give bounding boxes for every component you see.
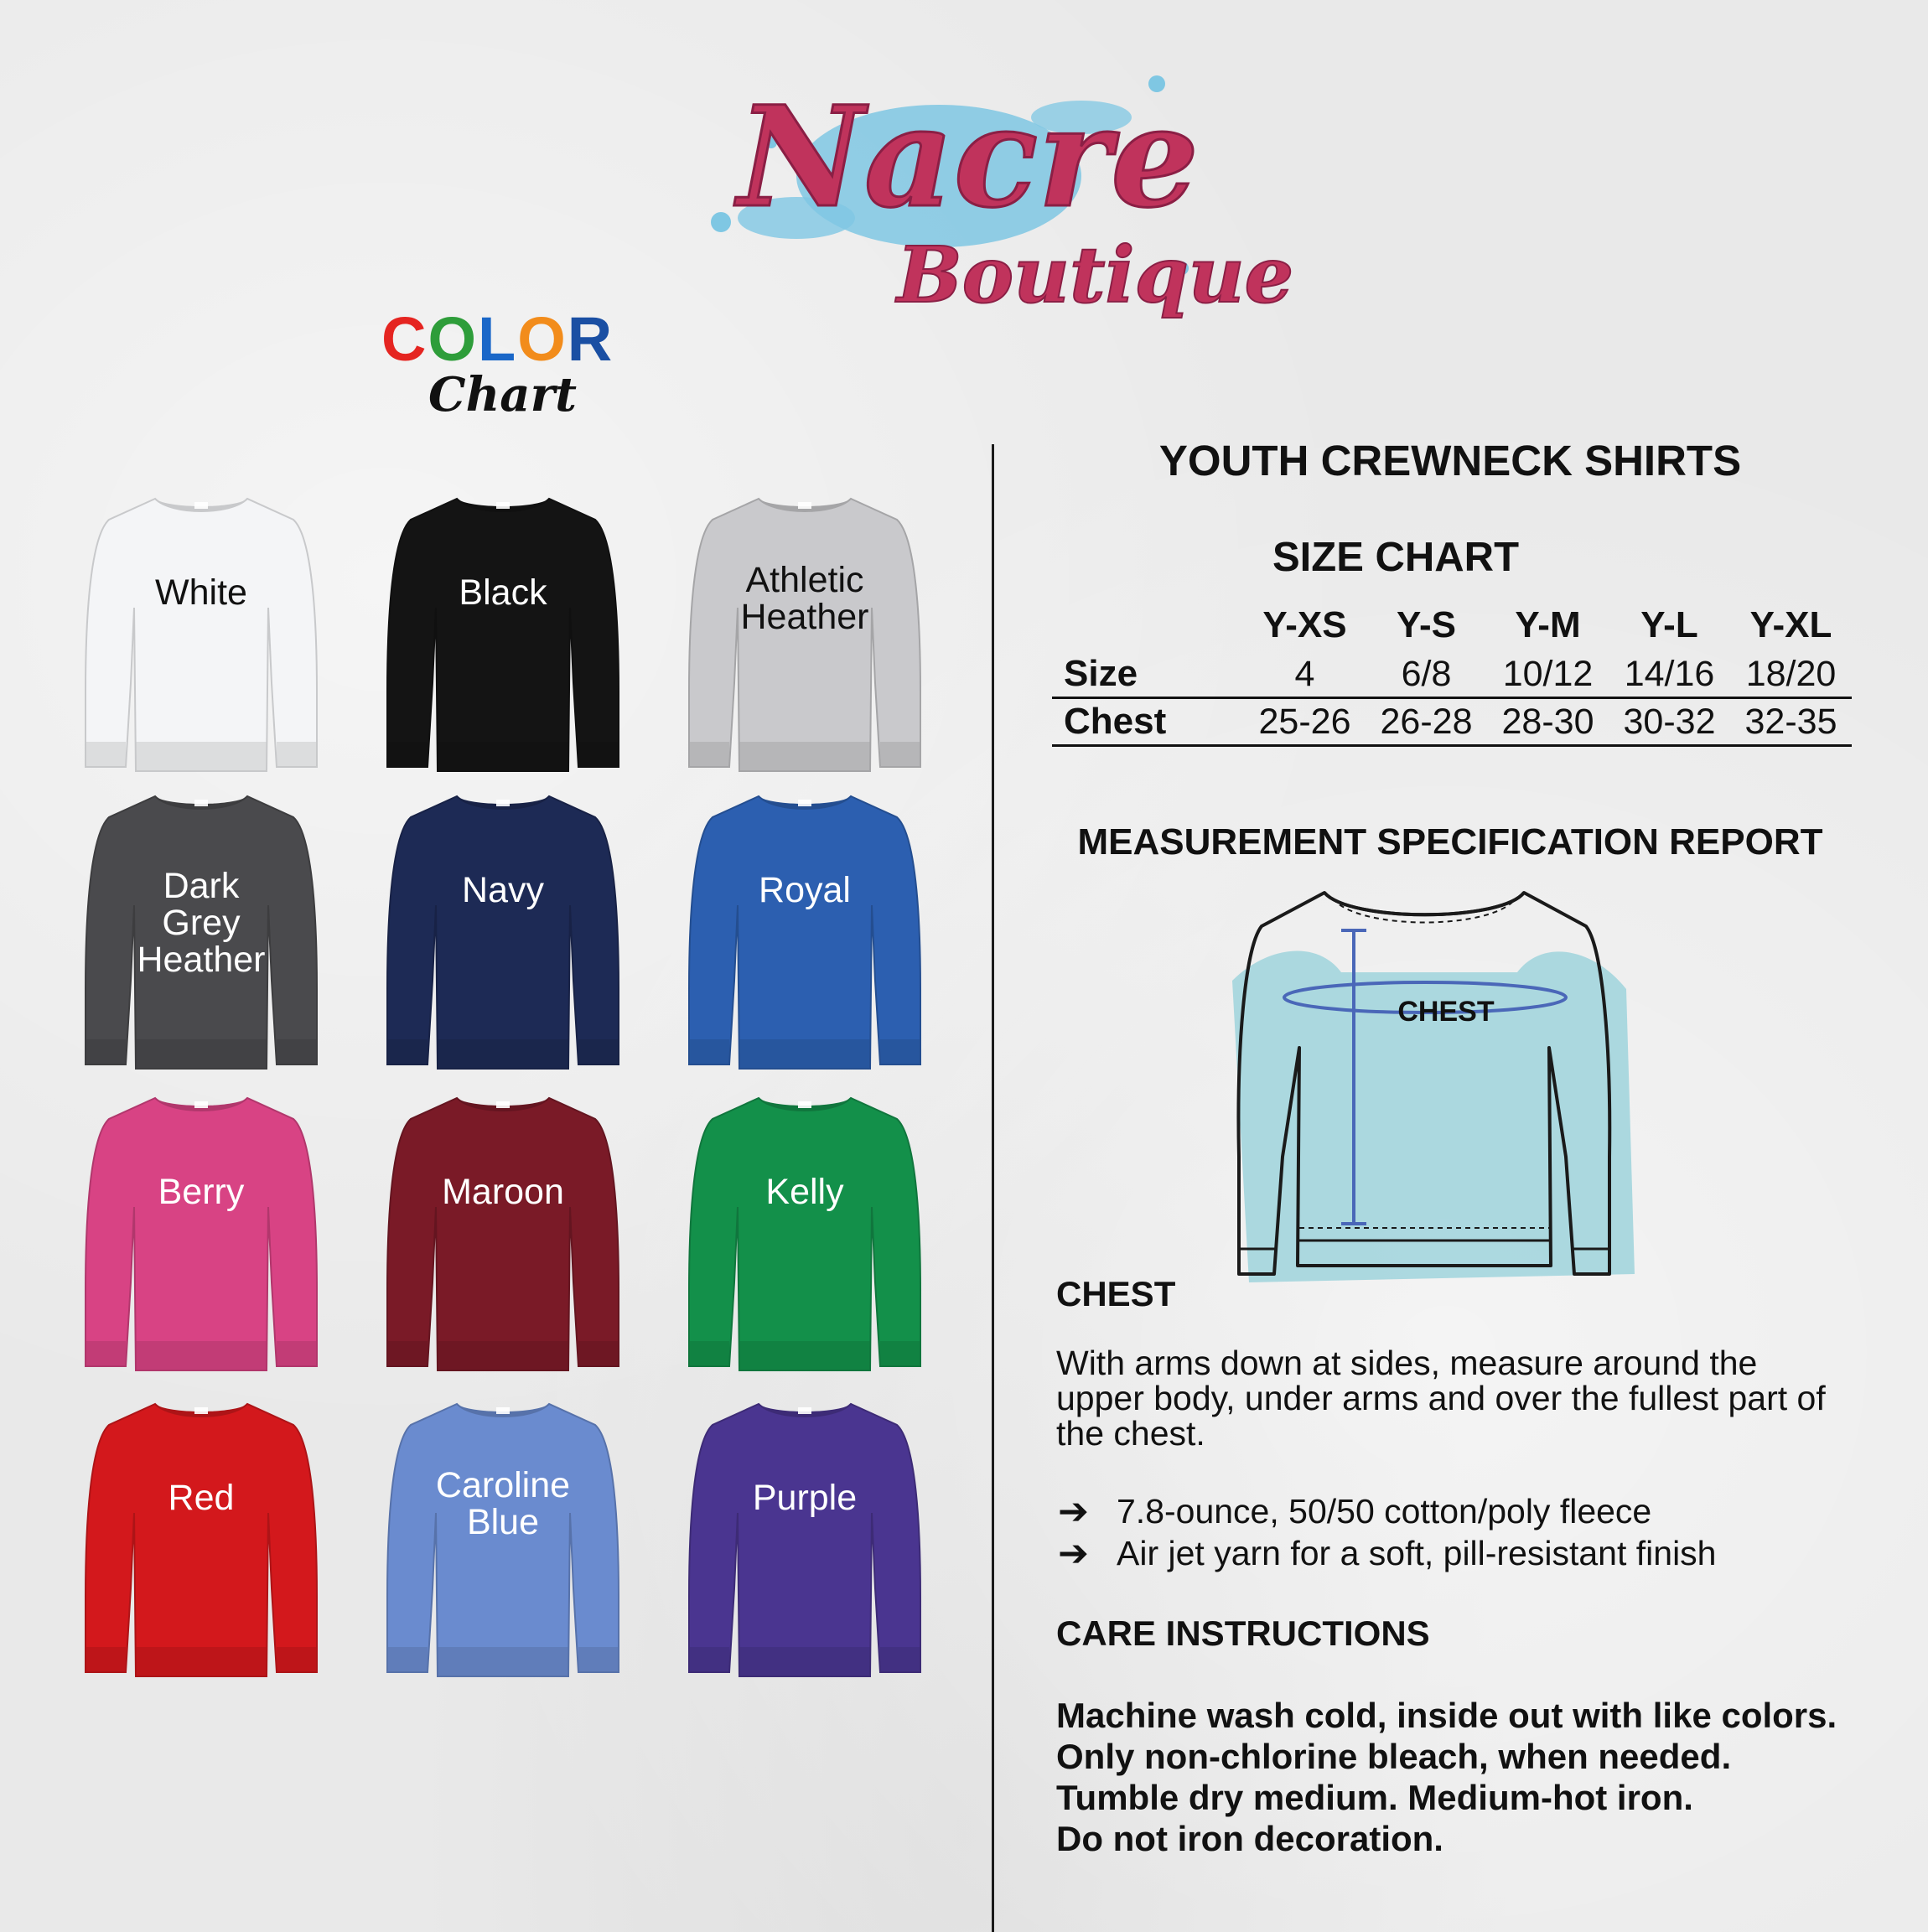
sweatshirt-icon xyxy=(377,490,629,784)
color-swatch-black xyxy=(377,490,629,784)
care-line: Machine wash cold, inside out with like colors. xyxy=(1056,1696,1837,1735)
color-label xyxy=(377,872,629,909)
color-label-line: Athletic xyxy=(745,560,864,600)
color-label-line: Red xyxy=(168,1478,235,1518)
vertical-divider xyxy=(992,444,994,1932)
color-label xyxy=(679,1479,930,1516)
arrow-right-icon: ➔ xyxy=(1058,1491,1089,1532)
table-cell: 32-35 xyxy=(1730,698,1852,746)
color-label xyxy=(679,872,930,909)
brand-logo xyxy=(687,50,1294,327)
color-label xyxy=(377,1467,629,1541)
size-chart-title: SIZE CHART xyxy=(1272,535,1519,580)
arrow-right-icon: ➔ xyxy=(1058,1533,1089,1574)
color-swatch-purple xyxy=(679,1396,930,1689)
row-label: Chest xyxy=(1052,698,1244,746)
color-label-line: Blue xyxy=(466,1502,540,1542)
color-swatch-royal xyxy=(679,788,930,1081)
table-cell: 14/16 xyxy=(1609,651,1730,698)
care-line: Do not iron decoration. xyxy=(1056,1819,1443,1858)
feature-item xyxy=(1058,1532,1716,1575)
color-label-line: Caroline xyxy=(435,1465,571,1505)
color-label-line: Dark xyxy=(163,866,240,906)
color-label-line: Kelly xyxy=(765,1172,844,1212)
logo-graphic xyxy=(687,50,1294,327)
table-cell: 4 xyxy=(1244,651,1366,698)
size-table-header-row xyxy=(1052,599,1852,651)
color-heading-letter: O xyxy=(517,304,568,374)
color-swatch-dark-grey-heather xyxy=(75,788,327,1081)
measurement-title: MEASUREMENT SPECIFICATION REPORT xyxy=(1077,821,1823,862)
color-heading-letter: L xyxy=(478,304,518,374)
color-word xyxy=(381,304,633,374)
table-cell: 18/20 xyxy=(1730,651,1852,698)
color-heading-letter: O xyxy=(428,304,479,374)
table-cell: 30-32 xyxy=(1609,698,1730,746)
product-title: YOUTH CREWNECK SHIRTS xyxy=(1158,437,1742,484)
logo-sub-text: Boutique xyxy=(897,230,1294,320)
color-label xyxy=(377,1173,629,1210)
feature-text: 7.8-ounce, 50/50 cotton/poly fleece xyxy=(1117,1492,1652,1531)
size-column-header: Y-S xyxy=(1397,604,1456,645)
color-label xyxy=(75,1479,327,1516)
care-line: Only non-chlorine bleach, when needed. xyxy=(1056,1737,1732,1776)
table-cell: 25-26 xyxy=(1244,698,1366,746)
size-table-corner xyxy=(1052,599,1244,651)
table-cell: 10/12 xyxy=(1487,651,1609,698)
size-chart-table xyxy=(1052,599,1852,747)
color-label-line: Maroon xyxy=(442,1172,564,1212)
sweatshirt-icon xyxy=(377,788,629,1081)
sweatshirt-icon xyxy=(679,788,930,1081)
feature-text: Air jet yarn for a soft, pill-resistant finish xyxy=(1117,1534,1717,1572)
chest-heading: CHEST xyxy=(1056,1274,1176,1313)
logo-script-text: Nacre xyxy=(738,75,1200,238)
color-label-line: Purple xyxy=(752,1478,858,1518)
sweatshirt-icon xyxy=(679,1090,930,1383)
color-label xyxy=(75,1173,327,1210)
table-cell: 6/8 xyxy=(1366,651,1487,698)
color-swatch-red xyxy=(75,1396,327,1689)
sweatshirt-icon xyxy=(75,490,327,784)
color-swatch-white xyxy=(75,490,327,784)
color-heading-letter: C xyxy=(381,304,428,374)
table-row xyxy=(1052,651,1852,698)
care-line: Tumble dry medium. Medium-hot iron. xyxy=(1056,1778,1693,1817)
size-column-header: Y-L xyxy=(1640,604,1698,645)
color-label-line: Heather xyxy=(740,597,869,637)
care-instructions xyxy=(1056,1695,1837,1859)
color-label xyxy=(679,562,930,635)
color-label xyxy=(679,1173,930,1210)
color-label xyxy=(377,574,629,611)
sweatshirt-icon xyxy=(75,1090,327,1383)
table-row xyxy=(1052,698,1852,746)
sweatshirt-icon xyxy=(377,1396,629,1689)
color-label xyxy=(75,574,327,611)
color-label-line: Heather xyxy=(137,940,266,980)
color-swatch-athletic-heather xyxy=(679,490,930,784)
color-chart-heading xyxy=(381,304,633,426)
row-label: Size xyxy=(1052,651,1244,698)
color-label-line: Royal xyxy=(759,870,851,910)
sweatshirt-icon xyxy=(75,1396,327,1689)
color-swatch-berry xyxy=(75,1090,327,1383)
color-label-line: White xyxy=(155,572,247,613)
size-column-header: Y-XL xyxy=(1749,604,1832,645)
size-column-header: Y-XS xyxy=(1262,604,1347,645)
color-label-line: Grey xyxy=(162,903,241,943)
color-label-line: Black xyxy=(459,572,547,613)
chest-instructions: With arms down at sides, measure around the upper body, under arms and over the fullest part of the chest. xyxy=(1056,1344,1826,1453)
sweatshirt-icon xyxy=(679,1396,930,1689)
sweatshirt-icon xyxy=(377,1090,629,1383)
sweatshirt-icon xyxy=(679,490,930,784)
color-swatch-caroline-blue xyxy=(377,1396,629,1689)
table-cell: 26-28 xyxy=(1366,698,1487,746)
color-swatch-navy xyxy=(377,788,629,1081)
feature-item xyxy=(1058,1490,1651,1533)
color-label xyxy=(75,868,327,978)
color-label-line: Berry xyxy=(158,1172,245,1212)
color-label-line: Navy xyxy=(462,870,544,910)
sweatshirt-outline-icon xyxy=(1215,880,1643,1324)
size-column-header: Y-M xyxy=(1515,604,1581,645)
chart-word: Chart xyxy=(428,367,577,422)
color-swatch-maroon xyxy=(377,1090,629,1383)
color-heading-letter: R xyxy=(567,304,614,374)
care-heading: CARE INSTRUCTIONS xyxy=(1056,1613,1430,1653)
color-swatch-kelly xyxy=(679,1090,930,1383)
measurement-diagram xyxy=(1215,880,1643,1324)
table-cell: 28-30 xyxy=(1487,698,1609,746)
diagram-chest-label: CHEST xyxy=(1397,996,1495,1028)
